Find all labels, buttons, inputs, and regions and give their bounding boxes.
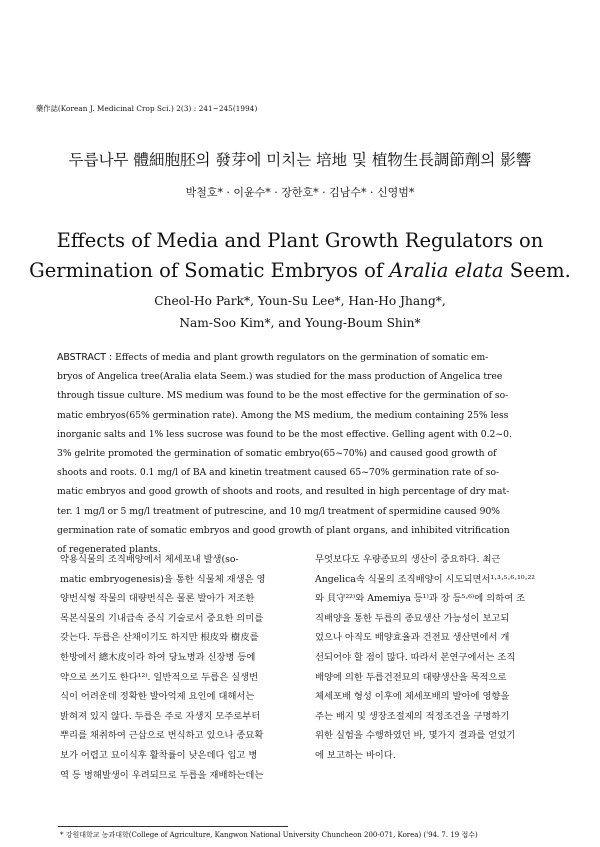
body-line: Angelica속 식물의 조직배양이 시도되면서¹·³·⁵·⁶·¹⁰·²² [315,573,536,585]
body-column-right [315,550,563,766]
korean-authors: 박철호* · 이윤수* · 장한호* · 김남수* · 신영범* [185,186,415,199]
body-line: 었으나 아직도 배양효율과 건전묘 생산면에서 개 [315,632,510,644]
english-title [0,226,600,286]
abstract-label: ABSTRACT : [57,352,113,363]
body-line: 목본식물의 기내급속 증식 기술로서 중요한 의미를 [60,612,264,624]
body-line: 위한 실험을 수행하였던 바, 몇가지 결과를 얻었기 [315,730,516,742]
body-line: 양번식형 작물의 대량번식은 물론 발아가 저조한 [60,593,255,605]
abstract-line: germination rate of somatic embryos and good growth of plant organs, and inhibited vitrification [57,524,510,536]
body-line: 보가 어렵고 묘이식후 활착률이 낮은데다 입고 병 [60,749,258,761]
body-line: 약으로 쓰기도 한다¹²⁾. 일반적으로 두릅은 실생번 [60,671,259,683]
body-line: matic embryogenesis)을 통한 식물체 재생은 영 [60,573,266,585]
body-line: 직배양을 통한 두릅의 종묘생산 가능성이 보고되 [315,612,510,624]
english-title-line1: Effects of Media and Plant Growth Regulators on [56,229,544,252]
abstract-line [57,348,557,367]
abstract-line: matic embryos(65% germination rate). Among the MS medium, the medium containing 25% less [57,409,509,421]
body-line: 와 貝守²²⁾와 Amemiya 등¹⁾과 장 등⁵·⁶⁾에 의하여 조 [315,593,526,605]
english-title-species: Aralia elata [389,259,504,282]
journal-citation: 藥作誌(Korean J. Medicinal Crop Sci.) 2(3) : 241~245(1994) [36,104,258,113]
footnote-divider [58,826,288,827]
footnote: * 강원대학교 농과대학(College of Agriculture, Kangwon National University Chuncheon 200-071, Korea) ('94. 7. 19 접수) [60,831,478,839]
abstract-line: 3% gelrite promoted the germination of somatic embryo(65~70%) and caused good growth of [57,447,497,459]
english-title-line2-prefix: Germination of Somatic Embryos of [29,259,390,282]
body-line: 선되어야 할 점이 많다. 따라서 본연구에서는 조직 [315,651,516,663]
body-line: 에 보고하는 바이다. [315,749,396,761]
english-authors-line2: Nam-Soo Kim*, and Young-Boum Shin* [179,316,421,330]
abstract-line: shoots and roots. 0.1 mg/l of BA and kinetin treatment caused 65~70% germination rate of so- [57,467,500,479]
body-line: 주는 배지 및 생장조절제의 적정조건을 구명하기 [315,710,510,722]
abstract-line: through tissue culture. MS medium was found to be the most effective for the germination of so- [57,390,509,402]
english-authors [0,290,600,334]
abstract-line: bryos of Angelica tree(Aralia elata Seem.) was studied for the mass production of Angelica tree [57,371,503,383]
abstract-line-text: Effects of media and plant growth regulators on the germination of somatic em- [112,352,489,363]
body-line: 한방에서 總木皮이라 하여 당뇨병과 신장병 등에 [60,651,256,663]
body-line: 무엇보다도 우량종묘의 생산이 중요하다. 최근 [315,554,501,565]
body-column-left [60,550,303,785]
body-line: 밝혀져 있지 않다. 두릅은 주로 자생지 모주로부터 [60,710,261,722]
abstract-line: matic embryos and good growth of shoots and roots, and resulted in high percentage of dry mat- [57,486,510,498]
body-line: 배양에 의한 두릅건전묘의 대량생산을 목적으로 [315,671,507,683]
body-line: 역 등 병해발생이 우려되므로 두릅을 재배하는데는 [60,769,264,781]
abstract [57,348,557,559]
english-title-line2-suffix: Seem. [503,259,571,282]
body-line: 뿌리를 채취하여 근삽으로 번식하고 있으나 종묘확 [60,730,264,742]
english-authors-line1: Cheol-Ho Park*, Youn-Su Lee*, Han-Ho Jhang*, [154,294,446,308]
abstract-line: inorganic salts and 1% less sucrose was found to be the most effective. Gelling agent with 0.2~0. [57,428,512,440]
body-line: 식이 어려운데 정확한 발아억제 요인에 대해서는 [60,691,255,703]
body-line: 약용식물의 조직배양에서 체세포내 발생(so- [60,554,239,565]
body-line: 체세포배 형성 이후에 체세포배의 발아에 영향을 [315,691,510,703]
abstract-line: ter. 1 mg/l or 5 mg/l treatment of putrescine, and 10 mg/l treatment of spermidine caused 90% [57,505,501,517]
english-title-line2 [0,256,600,286]
abstract-line: of regenerated plants. [57,543,161,555]
body-line: 갖는다. 두릅은 산채이기도 하지만 根皮와 樹皮를 [60,632,259,644]
korean-title: 두릅나무 體細胞胚의 發芽에 미치는 培地 및 植物生長調節劑의 影響 [68,151,532,169]
